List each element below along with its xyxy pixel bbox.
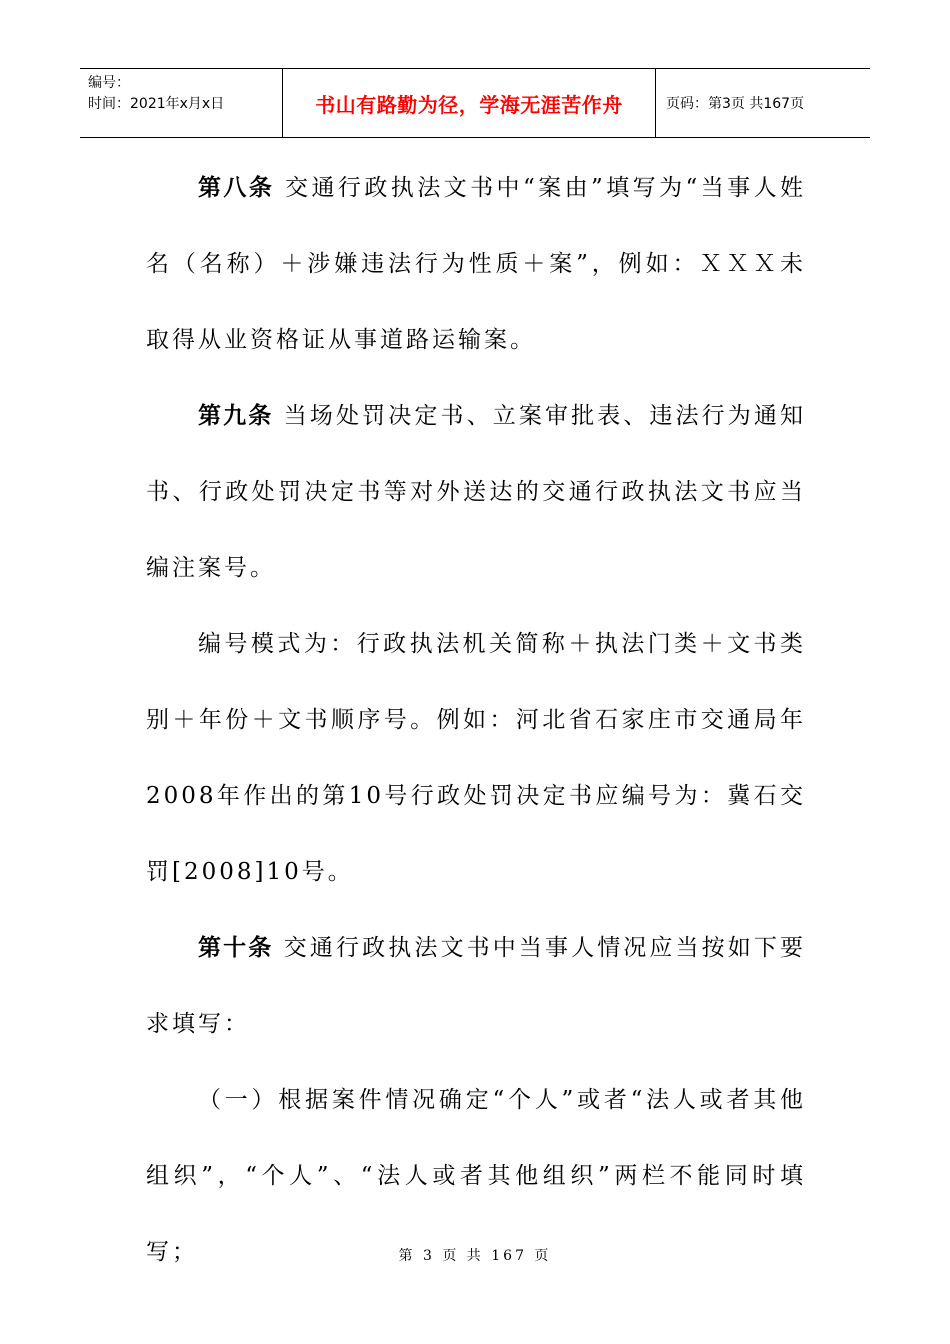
time-label: 时间：2021年x月x日 xyxy=(88,96,225,112)
article-heading: 第十条 xyxy=(198,935,274,961)
paragraph-text: 当场处罚决定书、立案审批表、违法行为通知书、行政处罚决定书等对外送达的交通行政执法文书应当编注案号。 xyxy=(146,403,807,581)
paragraph-article-9 xyxy=(146,378,806,606)
page-header xyxy=(80,68,870,138)
article-heading: 第九条 xyxy=(198,403,274,429)
paragraph-text: （一）根据案件情况确定“个人”或者“法人或者其他组织”，“个人”、“法人或者其他组织”两栏不能同时填写； xyxy=(146,1087,806,1265)
paragraph-numbering-format xyxy=(146,606,806,910)
number-label: 编号： xyxy=(88,75,130,91)
paragraph-text: 编号模式为：行政执法机关简称＋执法门类＋文书类别＋年份＋文书顺序号。例如：河北省石家庄市交通局年2008年作出的第10号行政处罚决定书应编号为：冀石交罚[2008]10号。 xyxy=(146,631,806,885)
paragraph-article-10 xyxy=(146,910,806,1062)
header-meta xyxy=(80,69,282,137)
header-page-info: 页码：第3页 共167页 xyxy=(666,96,805,112)
paragraph-text: 交通行政执法文书中当事人情况应当按如下要求填写： xyxy=(146,935,807,1037)
header-motto: 书山有路勤为径，学海无涯苦作舟 xyxy=(282,69,656,137)
page-footer: 第 3 页 共 167 页 xyxy=(398,1248,552,1264)
document-body xyxy=(146,150,806,1290)
paragraph-article-8 xyxy=(146,150,806,378)
paragraph-text: 交通行政执法文书中“案由”填写为“当事人姓名（名称）＋涉嫌违法行为性质＋案”，例如：ＸＸＸ未取得从业资格证从事道路运输案。 xyxy=(146,175,807,353)
article-heading: 第八条 xyxy=(198,175,275,201)
